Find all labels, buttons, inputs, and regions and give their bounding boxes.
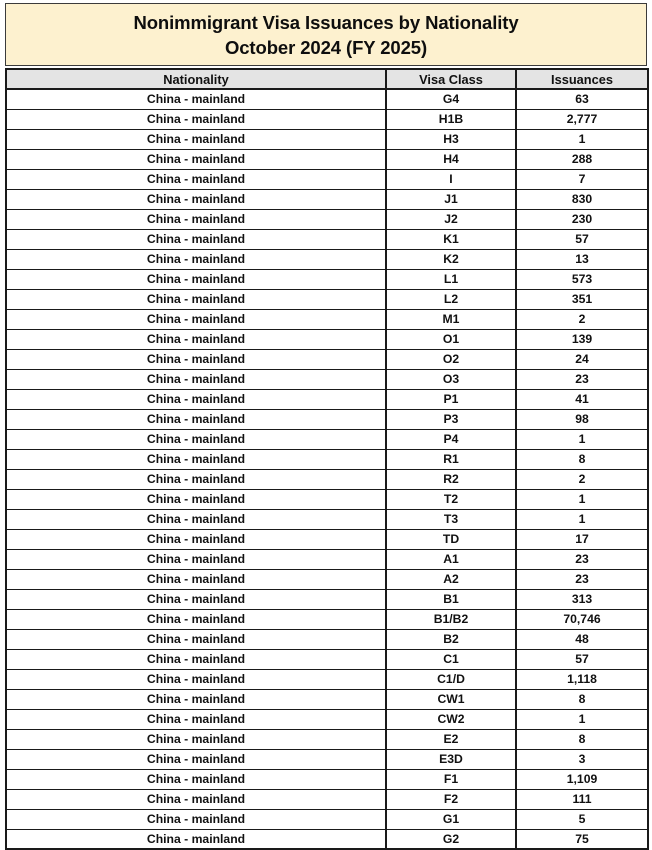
table-row (6, 369, 648, 389)
cell-nationality: China - mainland (6, 89, 386, 109)
cell-issuances: 7 (516, 169, 648, 189)
cell-visa-class: H1B (386, 109, 516, 129)
cell-issuances: 23 (516, 569, 648, 589)
cell-issuances: 139 (516, 329, 648, 349)
cell-issuances: 70,746 (516, 609, 648, 629)
column-header-visa-class: Visa Class (386, 69, 516, 89)
cell-visa-class: H4 (386, 149, 516, 169)
table-row (6, 309, 648, 329)
cell-nationality: China - mainland (6, 529, 386, 549)
table-row (6, 449, 648, 469)
cell-issuances: 3 (516, 749, 648, 769)
cell-nationality: China - mainland (6, 289, 386, 309)
report-title-line-2: October 2024 (FY 2025) (224, 37, 428, 58)
table-row (6, 669, 648, 689)
cell-issuances: 2 (516, 469, 648, 489)
cell-visa-class: K1 (386, 229, 516, 249)
cell-issuances: 351 (516, 289, 648, 309)
cell-visa-class: T2 (386, 489, 516, 509)
cell-issuances: 2,777 (516, 109, 648, 129)
table-row (6, 789, 648, 809)
cell-issuances: 288 (516, 149, 648, 169)
table-body (6, 89, 648, 849)
cell-visa-class: B1 (386, 589, 516, 609)
cell-visa-class: R2 (386, 469, 516, 489)
table-row (6, 709, 648, 729)
visa-issuances-table (5, 68, 649, 850)
cell-visa-class: CW1 (386, 689, 516, 709)
cell-visa-class: L1 (386, 269, 516, 289)
column-header-issuances: Issuances (516, 69, 648, 89)
cell-visa-class: P4 (386, 429, 516, 449)
cell-issuances: 8 (516, 729, 648, 749)
cell-visa-class: F1 (386, 769, 516, 789)
cell-visa-class: TD (386, 529, 516, 549)
table-row (6, 649, 648, 669)
cell-visa-class: P3 (386, 409, 516, 429)
table-row (6, 349, 648, 369)
cell-visa-class: I (386, 169, 516, 189)
cell-visa-class: B1/B2 (386, 609, 516, 629)
cell-issuances: 1,109 (516, 769, 648, 789)
table-row (6, 329, 648, 349)
cell-issuances: 57 (516, 649, 648, 669)
cell-visa-class: R1 (386, 449, 516, 469)
cell-issuances: 13 (516, 249, 648, 269)
cell-issuances: 48 (516, 629, 648, 649)
table-row (6, 229, 648, 249)
cell-issuances: 23 (516, 549, 648, 569)
table-row (6, 589, 648, 609)
cell-nationality: China - mainland (6, 329, 386, 349)
cell-nationality: China - mainland (6, 469, 386, 489)
cell-nationality: China - mainland (6, 249, 386, 269)
cell-issuances: 830 (516, 189, 648, 209)
table-row (6, 809, 648, 829)
cell-nationality: China - mainland (6, 189, 386, 209)
cell-issuances: 1 (516, 489, 648, 509)
table-row (6, 689, 648, 709)
cell-nationality: China - mainland (6, 129, 386, 149)
cell-visa-class: J2 (386, 209, 516, 229)
cell-nationality: China - mainland (6, 769, 386, 789)
table-row (6, 89, 648, 109)
cell-issuances: 1 (516, 509, 648, 529)
cell-issuances: 23 (516, 369, 648, 389)
table-row (6, 489, 648, 509)
table-row (6, 469, 648, 489)
cell-visa-class: CW2 (386, 709, 516, 729)
cell-nationality: China - mainland (6, 209, 386, 229)
cell-issuances: 5 (516, 809, 648, 829)
table-row (6, 569, 648, 589)
cell-nationality: China - mainland (6, 489, 386, 509)
cell-visa-class: B2 (386, 629, 516, 649)
cell-issuances: 2 (516, 309, 648, 329)
table-row (6, 269, 648, 289)
cell-visa-class: H3 (386, 129, 516, 149)
table-row (6, 129, 648, 149)
cell-nationality: China - mainland (6, 389, 386, 409)
cell-issuances: 17 (516, 529, 648, 549)
table-row (6, 769, 648, 789)
table-row (6, 289, 648, 309)
cell-issuances: 98 (516, 409, 648, 429)
cell-issuances: 57 (516, 229, 648, 249)
cell-issuances: 8 (516, 689, 648, 709)
cell-issuances: 573 (516, 269, 648, 289)
table-row (6, 409, 648, 429)
cell-visa-class: F2 (386, 789, 516, 809)
cell-visa-class: T3 (386, 509, 516, 529)
cell-visa-class: A1 (386, 549, 516, 569)
cell-nationality: China - mainland (6, 429, 386, 449)
cell-visa-class: C1 (386, 649, 516, 669)
cell-nationality: China - mainland (6, 589, 386, 609)
cell-visa-class: G2 (386, 829, 516, 849)
cell-nationality: China - mainland (6, 169, 386, 189)
cell-nationality: China - mainland (6, 609, 386, 629)
cell-nationality: China - mainland (6, 549, 386, 569)
cell-issuances: 111 (516, 789, 648, 809)
table-row (6, 189, 648, 209)
table-row (6, 249, 648, 269)
cell-nationality: China - mainland (6, 829, 386, 849)
cell-nationality: China - mainland (6, 229, 386, 249)
table-row (6, 389, 648, 409)
cell-nationality: China - mainland (6, 149, 386, 169)
cell-visa-class: G4 (386, 89, 516, 109)
report-title-line-1: Nonimmigrant Visa Issuances by Nationality (133, 12, 519, 33)
table-row (6, 829, 648, 849)
table-row (6, 429, 648, 449)
cell-issuances: 41 (516, 389, 648, 409)
cell-nationality: China - mainland (6, 269, 386, 289)
cell-nationality: China - mainland (6, 369, 386, 389)
visa-issuances-sheet (0, 3, 652, 846)
cell-visa-class: O1 (386, 329, 516, 349)
table-row (6, 729, 648, 749)
table-row (6, 509, 648, 529)
cell-visa-class: O2 (386, 349, 516, 369)
cell-nationality: China - mainland (6, 669, 386, 689)
table-row (6, 149, 648, 169)
cell-nationality: China - mainland (6, 749, 386, 769)
cell-visa-class: E3D (386, 749, 516, 769)
cell-issuances: 313 (516, 589, 648, 609)
cell-visa-class: M1 (386, 309, 516, 329)
table-header (6, 69, 648, 89)
cell-nationality: China - mainland (6, 649, 386, 669)
cell-nationality: China - mainland (6, 789, 386, 809)
cell-nationality: China - mainland (6, 349, 386, 369)
report-title-block (5, 3, 647, 66)
cell-issuances: 8 (516, 449, 648, 469)
cell-nationality: China - mainland (6, 629, 386, 649)
cell-nationality: China - mainland (6, 569, 386, 589)
cell-issuances: 1,118 (516, 669, 648, 689)
cell-visa-class: E2 (386, 729, 516, 749)
table-row (6, 629, 648, 649)
cell-issuances: 63 (516, 89, 648, 109)
cell-nationality: China - mainland (6, 729, 386, 749)
table-row (6, 169, 648, 189)
table-row (6, 109, 648, 129)
cell-visa-class: A2 (386, 569, 516, 589)
table-row (6, 549, 648, 569)
table-header-row (6, 69, 648, 89)
cell-issuances: 1 (516, 429, 648, 449)
cell-visa-class: J1 (386, 189, 516, 209)
column-header-nationality: Nationality (6, 69, 386, 89)
cell-visa-class: L2 (386, 289, 516, 309)
table-row (6, 209, 648, 229)
cell-nationality: China - mainland (6, 409, 386, 429)
cell-nationality: China - mainland (6, 509, 386, 529)
table-row (6, 609, 648, 629)
cell-nationality: China - mainland (6, 689, 386, 709)
cell-visa-class: G1 (386, 809, 516, 829)
cell-visa-class: K2 (386, 249, 516, 269)
cell-issuances: 1 (516, 129, 648, 149)
cell-nationality: China - mainland (6, 109, 386, 129)
cell-visa-class: O3 (386, 369, 516, 389)
table-row (6, 749, 648, 769)
table-row (6, 529, 648, 549)
cell-issuances: 1 (516, 709, 648, 729)
cell-nationality: China - mainland (6, 809, 386, 829)
cell-nationality: China - mainland (6, 709, 386, 729)
cell-nationality: China - mainland (6, 449, 386, 469)
cell-issuances: 230 (516, 209, 648, 229)
cell-visa-class: C1/D (386, 669, 516, 689)
cell-issuances: 75 (516, 829, 648, 849)
cell-visa-class: P1 (386, 389, 516, 409)
cell-issuances: 24 (516, 349, 648, 369)
cell-nationality: China - mainland (6, 309, 386, 329)
